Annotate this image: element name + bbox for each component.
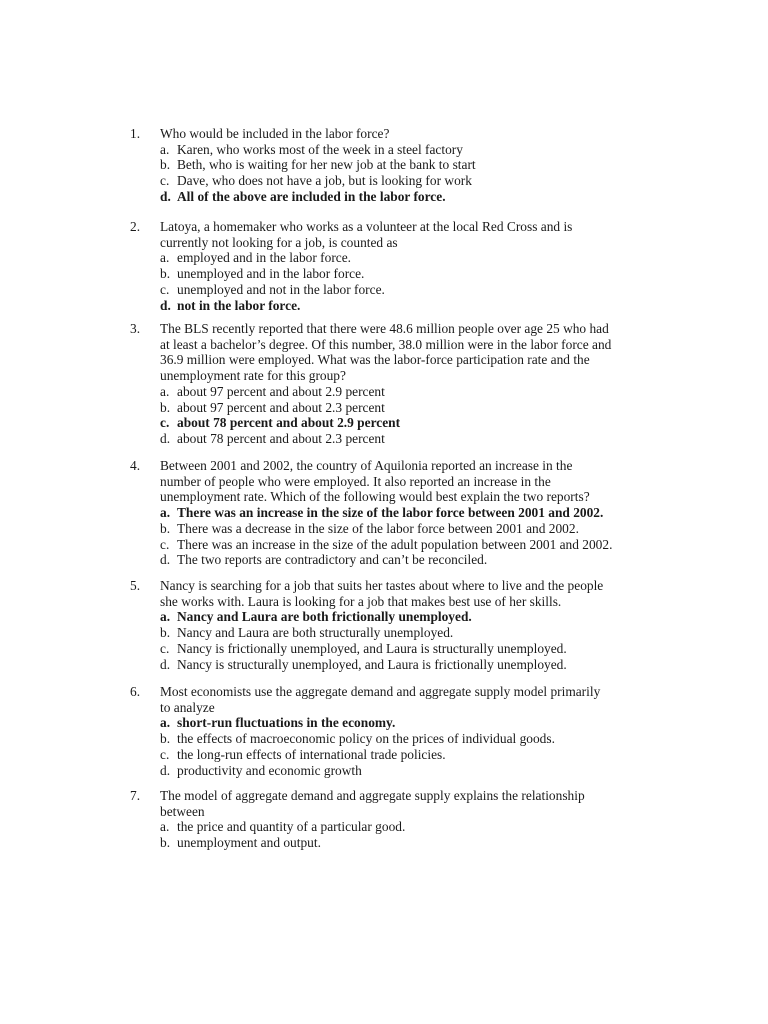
question-number: 6. — [130, 684, 141, 699]
answer-option — [160, 266, 660, 282]
answer-option — [160, 625, 660, 641]
option-letter: c. — [160, 173, 170, 189]
option-letter: d. — [160, 430, 171, 446]
option-letter: a. — [160, 250, 170, 266]
answer-option — [160, 298, 660, 314]
option-letter: c. — [160, 415, 170, 431]
answer-option — [160, 609, 660, 625]
answer-option — [160, 157, 660, 173]
option-letter: b. — [160, 399, 171, 415]
answer-option — [160, 189, 660, 205]
option-letter: b. — [160, 520, 171, 536]
option-letter: b. — [160, 157, 171, 173]
option-text: unemployed and in the labor force. — [177, 266, 365, 282]
option-text: There was an increase in the size of the labor force between 2001 and 2002. — [177, 505, 604, 521]
answer-option — [160, 537, 660, 553]
answer-option — [160, 521, 660, 537]
option-letter: a. — [160, 383, 170, 399]
option-letter: b. — [160, 731, 171, 747]
question-stem-line: 36.9 million were employed. What was the labor-force participation rate and the — [160, 352, 590, 368]
question-stem-line: Nancy is searching for a job that suits her tastes about where to live and the people — [160, 578, 604, 593]
option-text: Nancy is frictionally unemployed, and Laura is structurally unemployed. — [177, 640, 567, 656]
option-letter: a. — [160, 505, 171, 521]
answer-option — [160, 282, 660, 298]
option-text: All of the above are included in the labor force. — [177, 188, 446, 204]
option-text: Nancy and Laura are both structurally unemployed. — [177, 625, 454, 641]
option-letter: d. — [160, 656, 171, 672]
question-body — [160, 684, 660, 778]
answer-option — [160, 731, 660, 747]
option-letter: c. — [160, 746, 170, 762]
answer-option — [160, 173, 660, 189]
question-number: 5. — [130, 578, 141, 593]
question-body — [160, 126, 660, 205]
option-text: The two reports are contradictory and can’t be reconciled. — [177, 552, 488, 568]
answer-option — [160, 763, 660, 779]
answer-option — [160, 835, 660, 851]
option-letter: b. — [160, 835, 171, 851]
question-stem-line: unemployment rate for this group? — [160, 368, 346, 384]
option-text: Beth, who is waiting for her new job at the bank to start — [177, 157, 476, 173]
option-text: Nancy and Laura are both frictionally unemployed. — [177, 609, 472, 625]
option-letter: d. — [160, 552, 171, 568]
answer-option — [160, 431, 660, 447]
option-letter: b. — [160, 266, 171, 282]
option-letter: d. — [160, 188, 171, 204]
option-text: unemployment and output. — [177, 835, 321, 851]
question-stem-line: The model of aggregate demand and aggregate supply explains the relationship — [160, 788, 585, 803]
question-number: 7. — [130, 788, 141, 803]
option-text: productivity and economic growth — [177, 762, 362, 778]
answer-option — [160, 552, 660, 568]
answer-option — [160, 415, 660, 431]
question-stem-line: currently not looking for a job, is counted as — [160, 234, 398, 250]
option-letter: a. — [160, 141, 170, 157]
answer-option — [160, 641, 660, 657]
option-text: Karen, who works most of the week in a steel factory — [177, 141, 463, 157]
option-letter: a. — [160, 715, 171, 731]
option-text: There was an increase in the size of the adult population between 2001 and 2002. — [177, 536, 613, 552]
question-body — [160, 321, 660, 447]
question-stem-line: The BLS recently reported that there were 48.6 million people over age 25 who had — [160, 321, 609, 336]
option-text: the price and quantity of a particular good. — [177, 819, 406, 835]
question-stem-line: Who would be included in the labor force? — [160, 126, 390, 141]
question-body — [160, 219, 660, 313]
option-letter: c. — [160, 640, 170, 656]
option-text: Nancy is structurally unemployed, and Laura is frictionally unemployed. — [177, 656, 567, 672]
option-text: short-run fluctuations in the economy. — [177, 715, 396, 731]
option-letter: d. — [160, 297, 171, 313]
option-text: employed and in the labor force. — [177, 250, 352, 266]
option-letter: b. — [160, 625, 171, 641]
question-stem-line: number of people who were employed. It also reported an increase in the — [160, 473, 551, 489]
option-text: the effects of macroeconomic policy on the prices of individual goods. — [177, 731, 555, 747]
question-stem-line: she works with. Laura is looking for a job that makes best use of her skills. — [160, 593, 562, 609]
question-number: 4. — [130, 458, 141, 473]
option-letter: a. — [160, 609, 171, 625]
option-text: about 78 percent and about 2.9 percent — [177, 415, 401, 431]
question-body — [160, 788, 660, 851]
question-stem-line: unemployment rate. Which of the following would best explain the two reports? — [160, 489, 590, 505]
question-number: 1. — [130, 126, 141, 141]
option-letter: c. — [160, 281, 170, 297]
option-text: not in the labor force. — [177, 297, 301, 313]
option-text: about 97 percent and about 2.9 percent — [177, 383, 385, 399]
answer-option — [160, 657, 660, 673]
option-letter: d. — [160, 762, 171, 778]
answer-option — [160, 142, 660, 158]
option-text: unemployed and not in the labor force. — [177, 281, 385, 297]
option-text: There was a decrease in the size of the labor force between 2001 and 2002. — [177, 520, 579, 536]
question-number: 3. — [130, 321, 141, 336]
answer-option — [160, 819, 660, 835]
question-body — [160, 578, 660, 672]
answer-option — [160, 384, 660, 400]
question-body — [160, 458, 660, 568]
option-letter: a. — [160, 819, 170, 835]
answer-option — [160, 505, 660, 521]
answer-option — [160, 747, 660, 763]
question-stem-line: between — [160, 803, 205, 819]
option-letter: c. — [160, 536, 170, 552]
answer-option — [160, 715, 660, 731]
answer-option — [160, 400, 660, 416]
question-number: 2. — [130, 219, 141, 234]
option-text: the long-run effects of international trade policies. — [177, 746, 446, 762]
option-text: Dave, who does not have a job, but is looking for work — [177, 173, 472, 189]
question-stem-line: to analyze — [160, 699, 215, 715]
option-text: about 97 percent and about 2.3 percent — [177, 399, 385, 415]
answer-option — [160, 250, 660, 266]
question-stem-line: at least a bachelor’s degree. Of this number, 38.0 million were in the labor force and — [160, 336, 612, 352]
option-text: about 78 percent and about 2.3 percent — [177, 430, 385, 446]
question-stem-line: Latoya, a homemaker who works as a volunteer at the local Red Cross and is — [160, 219, 573, 234]
question-stem-line: Between 2001 and 2002, the country of Aquilonia reported an increase in the — [160, 458, 573, 473]
question-stem-line: Most economists use the aggregate demand and aggregate supply model primarily — [160, 684, 601, 699]
